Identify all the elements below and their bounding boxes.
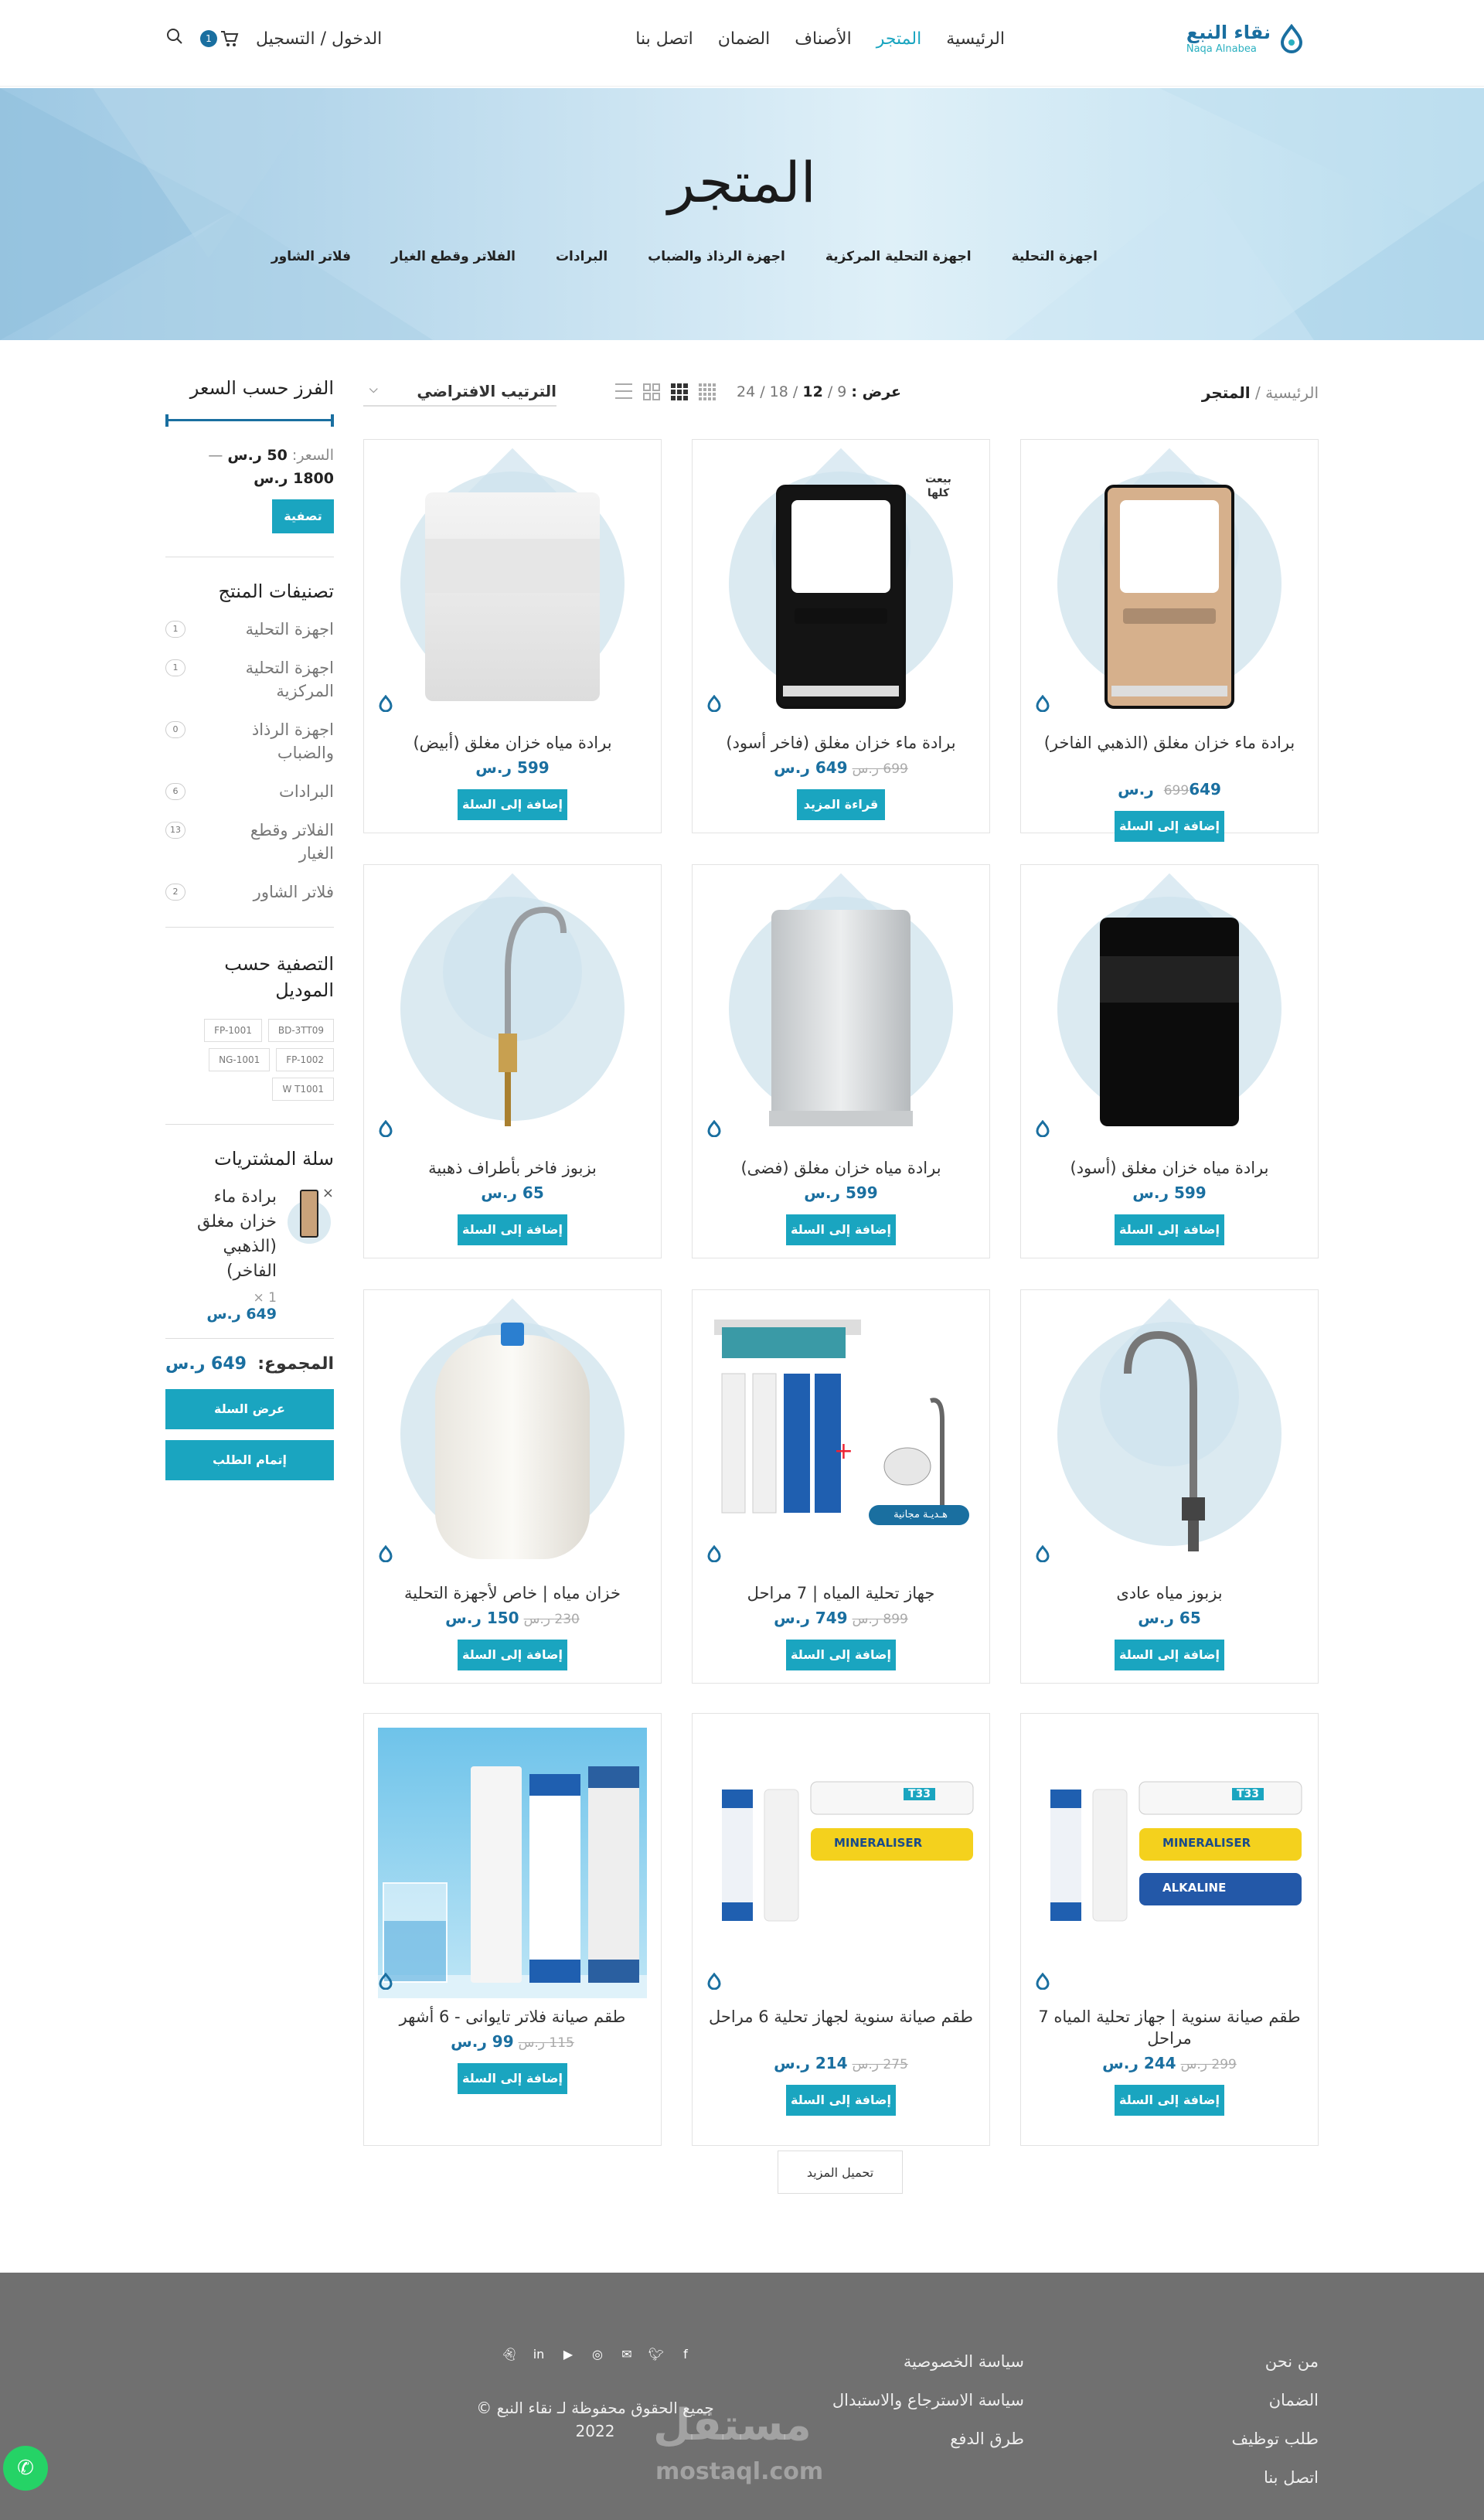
hero-cat-link[interactable]: فلاتر الشاور <box>271 249 352 264</box>
category-item[interactable]: الفلاتر وقطع الغيار 13 <box>165 819 334 865</box>
site-footer <box>0 2273 1484 2520</box>
slider-handle-max[interactable] <box>165 414 168 427</box>
social-icons <box>501 2347 694 2364</box>
product-image[interactable] <box>378 879 647 1149</box>
product-price <box>364 1609 661 1627</box>
current-price: 599 ر.س <box>1132 1183 1207 1202</box>
instagram-icon[interactable]: ◎ <box>592 2347 603 2362</box>
price-max: 1800 ر.س <box>254 470 334 487</box>
search-icon[interactable] <box>166 28 183 49</box>
footer-link[interactable]: سياسة الخصوصية <box>903 2352 1024 2371</box>
page-hero <box>0 88 1484 340</box>
product-price <box>1021 1609 1318 1627</box>
brand-drop-icon <box>378 1120 393 1140</box>
cart-count-badge: 1 <box>200 30 217 47</box>
product-image[interactable] <box>378 1728 647 1998</box>
product-price <box>693 2054 989 2072</box>
product-name[interactable]: طقم صيانة سنوية | جهاز تحلية المياه 7 مراحل <box>1038 2007 1301 2048</box>
brand-drop-icon <box>1035 1120 1050 1140</box>
model-tag[interactable]: FP-1001 <box>204 1019 262 1042</box>
old-price: 230 ر.س <box>523 1612 580 1627</box>
model-tag[interactable]: BD-3TT09 <box>268 1019 334 1042</box>
current-price: 599 ر.س <box>475 758 550 777</box>
footer-links-2 <box>832 2342 1024 2458</box>
mini-cart-item-name[interactable]: برادة ماء خزان مغلق (الذهبي الفاخر) <box>196 1187 277 1281</box>
site-logo[interactable] <box>1186 22 1306 55</box>
product-image[interactable] <box>1035 879 1304 1149</box>
product-image[interactable] <box>706 1728 975 1998</box>
brand-drop-icon <box>706 1120 722 1140</box>
category-count: 2 <box>165 884 186 901</box>
list-view-icon[interactable] <box>615 383 632 400</box>
footer-link[interactable]: الضمان <box>1268 2391 1319 2409</box>
product-card[interactable] <box>363 1289 662 1684</box>
filter-label-alkaline: ALKALINE <box>1162 1881 1227 1895</box>
nav-shop[interactable]: المتجر <box>876 29 922 49</box>
read-more-button[interactable]: قراءة المزيد <box>797 789 885 820</box>
email-icon[interactable]: ✉ <box>621 2347 632 2362</box>
chevron-down-icon: ⌵ <box>369 383 378 396</box>
per-page-selector: عرض : 9 / 12 / 18 / 24 <box>737 383 901 400</box>
product-card[interactable] <box>692 1713 990 2146</box>
facebook-icon[interactable]: f <box>683 2347 688 2362</box>
footer-link[interactable]: اتصل بنا <box>1263 2468 1319 2487</box>
hero-cat-link[interactable]: اجهزة الرذاذ والضباب <box>648 249 785 264</box>
category-count: 1 <box>165 621 186 638</box>
current-price: 65 ر.س <box>481 1183 544 1202</box>
hero-categories <box>271 249 1098 264</box>
product-card[interactable] <box>363 439 662 833</box>
nav-home[interactable]: الرئيسية <box>946 29 1005 49</box>
cart-icon <box>220 30 239 47</box>
footer-link[interactable]: طلب توظيف <box>1231 2430 1319 2448</box>
logo-text-ar: نقاء النبع <box>1186 22 1271 43</box>
current-price: 749 ر.س <box>774 1609 848 1627</box>
product-card[interactable] <box>363 864 662 1258</box>
copyright-text: جميع الحقوق محفوظة لـ نقاء النبع © 2022 <box>476 2399 714 2440</box>
category-count: 13 <box>165 822 186 839</box>
add-to-cart-button[interactable]: إضافة إلى السلة <box>786 1214 896 1245</box>
product-name[interactable]: برادة ماء خزان مغلق (الذهبي الفاخر) <box>1043 734 1295 752</box>
model-tag[interactable]: W T1001 <box>272 1078 334 1101</box>
logo-drop-icon <box>1277 24 1306 53</box>
product-name[interactable]: طقم صيانة سنوية لجهاز تحلية 6 مراحل <box>709 2007 973 2026</box>
model-tag[interactable]: FP-1002 <box>276 1048 334 1071</box>
price-range-text: السعر: 50 ر.س — 1800 ر.س <box>208 447 334 487</box>
nav-contact[interactable]: اتصل بنا <box>635 29 693 49</box>
category-count: 6 <box>165 783 186 800</box>
hero-cat-link[interactable]: الفلاتر وقطع الغيار <box>391 249 516 264</box>
product-image[interactable] <box>706 1304 975 1575</box>
add-to-cart-button[interactable]: إضافة إلى السلة <box>1115 811 1224 842</box>
total-value: 649 ر.س <box>165 1354 247 1374</box>
product-grid <box>363 439 1319 2146</box>
product-card[interactable] <box>692 864 990 1258</box>
per-page-option[interactable]: 18 <box>769 383 788 400</box>
category-item[interactable]: فلاتر الشاور 2 <box>165 880 334 904</box>
current-price: 214 ر.س <box>774 2054 848 2072</box>
per-page-option[interactable]: 24 <box>737 383 756 400</box>
show-label: عرض : <box>851 383 901 400</box>
product-price <box>1021 2054 1318 2072</box>
breadcrumb: الرئيسية / المتجر <box>1201 383 1319 402</box>
current-price: 244 ر.س <box>1102 2054 1176 2072</box>
product-image[interactable] <box>1035 454 1304 724</box>
price-range-slider[interactable] <box>165 414 334 425</box>
svg-text:+: + <box>833 1438 853 1465</box>
sold-out-badge: بيعت كلها <box>925 473 951 499</box>
breadcrumb-home[interactable]: الرئيسية <box>1265 383 1319 402</box>
product-image[interactable] <box>378 454 647 724</box>
view-mode-toggle <box>615 383 716 400</box>
main-nav <box>635 29 1005 49</box>
sort-value: الترتيب الافتراضي <box>417 382 556 400</box>
filter-label-t33: T33 <box>904 1788 935 1800</box>
filter-label-mineraliser: MINERALISER <box>834 1836 923 1850</box>
old-price: 275 ر.س <box>852 2057 908 2072</box>
model-tags <box>165 1019 334 1101</box>
product-price <box>693 1183 989 1202</box>
add-to-cart-button[interactable]: إضافة إلى السلة <box>458 1214 567 1245</box>
current-price: 649 ر.س <box>1118 780 1221 799</box>
grid-4-icon[interactable] <box>699 383 716 400</box>
mini-cart-item <box>165 1185 334 1323</box>
product-name[interactable]: بزبوز مياه عادى <box>1116 1584 1223 1602</box>
cart-button[interactable] <box>200 30 239 47</box>
category-item[interactable]: اجهزة الرذاذ والضباب 0 <box>165 718 334 765</box>
category-item[interactable]: اجهزة التحلية المركزية 1 <box>165 656 334 703</box>
filter-label-t33: T33 <box>1232 1788 1264 1800</box>
footer-links-1 <box>1232 2342 1319 2497</box>
mini-cart-title: سلة المشتريات <box>214 1148 334 1170</box>
login-link[interactable]: الدخول / التسجيل <box>256 29 383 49</box>
add-to-cart-button[interactable]: إضافة إلى السلة <box>786 2085 896 2116</box>
brand-drop-icon <box>1035 695 1050 715</box>
price-min: 50 ر.س <box>227 447 288 464</box>
footer-link[interactable]: طرق الدفع <box>950 2430 1024 2448</box>
shop-sidebar <box>165 377 334 1480</box>
current-price: 65 ر.س <box>1138 1609 1201 1627</box>
category-item[interactable]: اجهزة التحلية 1 <box>165 618 334 641</box>
checkout-button[interactable]: إتمام الطلب <box>165 1440 334 1480</box>
nav-warranty[interactable]: الضمان <box>717 29 771 49</box>
product-name[interactable]: برادة مياه خزان مغلق (أبيض) <box>413 734 612 752</box>
product-image[interactable] <box>1035 1728 1304 1998</box>
brand-drop-icon <box>378 695 393 715</box>
youtube-icon[interactable]: ▶ <box>563 2347 574 2362</box>
mini-cart-total <box>165 1354 334 1374</box>
footer-link[interactable]: من نحن <box>1264 2352 1319 2371</box>
sort-select[interactable] <box>363 377 556 407</box>
view-cart-button[interactable]: عرض السلة <box>165 1389 334 1429</box>
product-name[interactable]: برادة مياه خزان مغلق (أسود) <box>1070 1159 1269 1177</box>
model-tag[interactable]: NG-1001 <box>209 1048 270 1071</box>
category-item[interactable]: البرادات 6 <box>165 780 334 803</box>
current-price: 99 ر.س <box>451 2032 514 2051</box>
add-to-cart-button[interactable]: إضافة إلى السلة <box>786 1640 896 1670</box>
product-price <box>1021 780 1318 799</box>
product-name[interactable]: برادة ماء خزان مغلق (فاخر أسود) <box>726 734 956 752</box>
filter-label-mineraliser: MINERALISER <box>1162 1836 1251 1850</box>
product-price <box>364 758 661 777</box>
categories-title: تصنيفات المنتج <box>218 581 334 602</box>
twitter-icon[interactable]: 🐦︎ <box>648 2347 665 2362</box>
hero-cat-link[interactable]: اجهزة التحلية المركزية <box>825 249 972 264</box>
mini-cart-qty: 1 × <box>253 1290 277 1306</box>
product-card[interactable] <box>1020 1713 1319 2146</box>
add-to-cart-button[interactable]: إضافة إلى السلة <box>1115 2085 1224 2116</box>
product-card[interactable] <box>692 439 990 833</box>
product-price <box>1021 1183 1318 1202</box>
hero-cat-link[interactable]: اجهزة التحلية <box>1011 249 1098 264</box>
watermark-en: mostaql.com <box>655 2458 824 2485</box>
current-price: 599 ر.س <box>804 1183 878 1202</box>
price-filter-title: الفرز حسب السعر <box>189 377 334 399</box>
watermark-ar: مستقل <box>653 2400 812 2450</box>
product-name[interactable]: بزبوز فاخر بأطراف ذهبية <box>428 1159 597 1177</box>
product-image[interactable] <box>1035 1304 1304 1575</box>
old-price: 115 ر.س <box>518 2035 574 2051</box>
old-price: 899 ر.س <box>852 1612 908 1627</box>
category-list <box>165 618 334 904</box>
add-to-cart-button[interactable]: إضافة إلى السلة <box>458 789 567 820</box>
product-price <box>364 2032 661 2051</box>
mini-cart-price: 649 ر.س <box>206 1306 277 1323</box>
shop-toolbar <box>363 377 1319 408</box>
product-image[interactable] <box>706 879 975 1149</box>
category-count: 0 <box>165 721 186 738</box>
model-filter-title: التصفية حسب الموديل <box>224 953 334 1001</box>
brand-drop-icon <box>378 1973 393 1993</box>
linkedin-icon[interactable]: in <box>533 2347 545 2362</box>
brand-drop-icon <box>1035 1545 1050 1565</box>
grid-3-icon[interactable] <box>671 383 688 400</box>
product-card[interactable] <box>1020 864 1319 1258</box>
old-price: 299 ر.س <box>1180 2057 1237 2072</box>
product-card[interactable] <box>692 1289 990 1684</box>
site-header <box>0 0 1484 87</box>
slider-handle-min[interactable] <box>331 414 334 427</box>
page-title: المتجر <box>668 150 816 215</box>
product-price <box>693 758 989 777</box>
hero-cat-link[interactable]: البرادات <box>555 249 608 264</box>
total-label: المجموع: <box>257 1354 334 1374</box>
load-more-button[interactable]: تحميل المزيد <box>778 2151 903 2194</box>
add-to-cart-button[interactable]: إضافة إلى السلة <box>458 1640 567 1670</box>
snapchat-icon[interactable]: 👻︎ <box>501 2347 518 2362</box>
gift-badge: هـديـة مجانية <box>893 1509 948 1521</box>
add-to-cart-button[interactable]: إضافة إلى السلة <box>1115 1214 1224 1245</box>
grid-2-icon[interactable] <box>643 383 660 400</box>
product-price <box>693 1609 989 1627</box>
category-count: 1 <box>165 659 186 676</box>
add-to-cart-button[interactable]: إضافة إلى السلة <box>458 2063 567 2094</box>
product-price <box>364 1183 661 1202</box>
brand-drop-icon <box>378 1545 393 1565</box>
remove-item-icon[interactable]: × <box>322 1185 334 1201</box>
product-image[interactable] <box>378 1304 647 1575</box>
price-label: السعر: <box>291 447 334 464</box>
header-actions <box>166 28 382 49</box>
brand-drop-icon <box>706 1973 722 1993</box>
footer-link[interactable]: سياسة الاسترجاع والاستبدال <box>832 2391 1024 2409</box>
old-price: 699 <box>1163 783 1190 799</box>
product-name[interactable]: طقم صيانة فلاتر تايوانى - 6 أشهر <box>399 2007 626 2026</box>
brand-drop-icon <box>706 1545 722 1565</box>
product-card[interactable] <box>1020 1289 1319 1684</box>
add-to-cart-button[interactable]: إضافة إلى السلة <box>1115 1640 1224 1670</box>
whatsapp-icon[interactable]: ✆ <box>3 2446 48 2491</box>
product-card[interactable] <box>1020 439 1319 833</box>
current-price: 150 ر.س <box>445 1609 519 1627</box>
per-page-option[interactable]: 12 <box>802 383 823 400</box>
current-price: 649 ر.س <box>774 758 848 777</box>
product-card[interactable] <box>363 1713 662 2146</box>
old-price: 699 ر.س <box>852 761 908 777</box>
brand-drop-icon <box>1035 1973 1050 1993</box>
product-name[interactable]: جهاز تحلية المياه | 7 مراحل <box>747 1584 935 1602</box>
brand-drop-icon <box>706 695 722 715</box>
logo-text-en: Naqa Alnabea <box>1186 43 1257 55</box>
filter-button[interactable]: تصفية <box>272 499 334 533</box>
per-page-option[interactable]: 9 <box>837 383 847 400</box>
product-name[interactable]: برادة مياه خزان مغلق (فضى) <box>740 1159 941 1177</box>
product-name[interactable]: خزان مياه | خاص لأجهزة التحلية <box>404 1584 621 1602</box>
nav-categories[interactable]: الأصناف <box>795 29 852 49</box>
breadcrumb-current: المتجر <box>1201 383 1251 402</box>
